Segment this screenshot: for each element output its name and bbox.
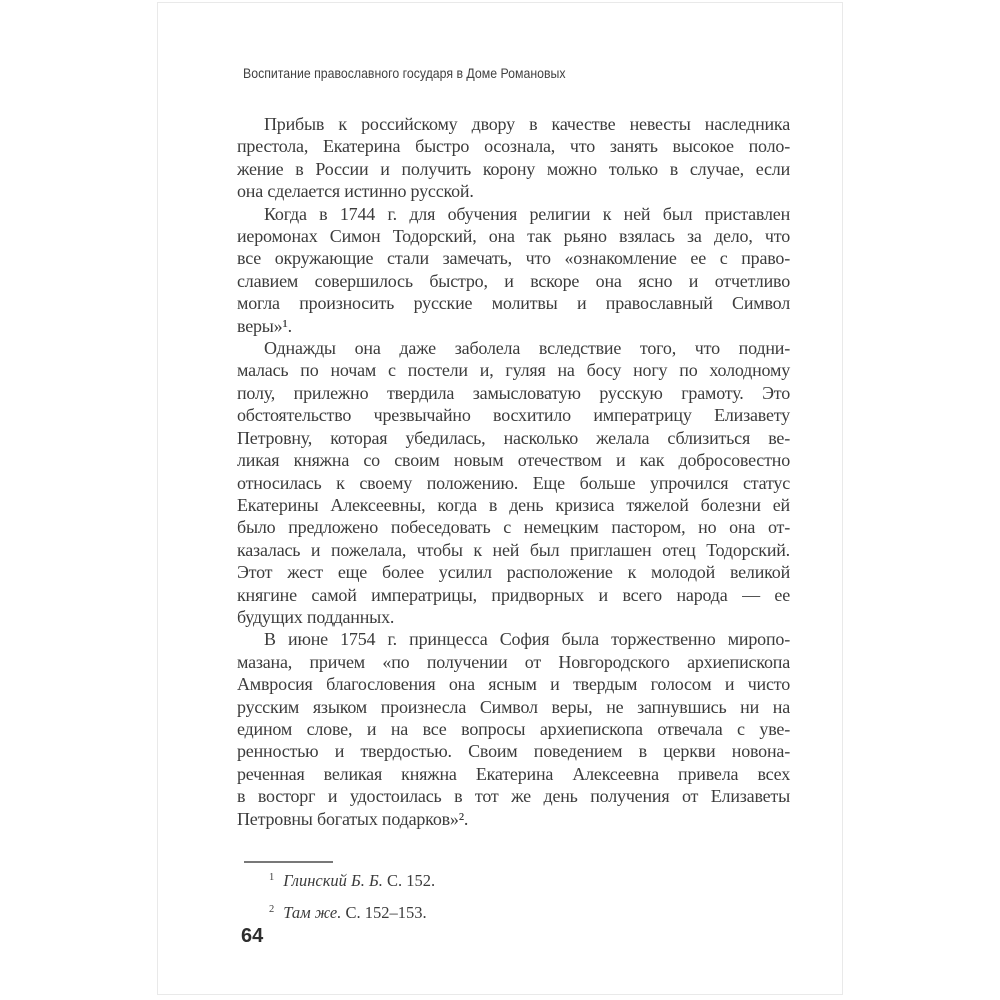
body-line: иеромонах Симон Тодорский, она так рьяно взялась за дело, что (237, 226, 790, 247)
footnote-ref: С. 152. (387, 871, 436, 890)
footnote-source: Там же. (283, 903, 342, 922)
body-line: мазана, причем «по получении от Новгородского архиепископа (237, 651, 790, 672)
body-line: могла произносить русские молитвы и православный Символ (237, 293, 790, 314)
footnote-marker: 1 (269, 872, 275, 883)
body-line: все окружающие стали замечать, что «ознакомление ее с право- (237, 248, 790, 269)
body-line: реченная великая княжна Екатерина Алексеевна привела всех (237, 763, 790, 784)
body-line: будущих подданных. (237, 606, 395, 627)
body-line: В июне 1754 г. принцесса София была торжественно миропо- (264, 629, 790, 650)
body-line: ликая княжна со своим новым отечеством и как добросовестно (237, 450, 790, 471)
body-line: малась по ночам с постели и, гуляя на босу ногу по холодному (237, 360, 790, 381)
body-line: Екатерины Алексеевны, когда в день кризиса тяжелой болезни ей (237, 494, 790, 515)
body-line: она сделается истинно русской. (237, 181, 474, 202)
body-line: в восторг и удостоилась в тот же день получения от Елизаветы (237, 786, 790, 807)
body-line: славием совершилось быстро, и вскоре она ясно и отчетливо (237, 270, 790, 291)
footnote-item (237, 863, 790, 895)
body-text (237, 113, 790, 830)
body-line: Петровну, которая убедилась, насколько желала сблизиться ве- (237, 427, 790, 448)
body-line: относилась к своему положению. Еще больше упрочился статус (237, 472, 790, 493)
body-line: едином слове, и на все вопросы архиепископа отвечала с уве- (237, 718, 790, 739)
body-line: Петровны богатых подарков»². (237, 808, 469, 829)
page-number: 64 (241, 925, 264, 947)
body-line: Амвросия благословения она ясным и твердым голосом и чисто (237, 674, 790, 695)
footnote-source: Глинский Б. Б. (283, 871, 383, 890)
body-line: Однажды она даже заболела вследствие того, что подни- (264, 338, 790, 359)
footnote-item (237, 895, 790, 927)
body-line: ренностью и твердостью. Своим поведением в церкви новона- (237, 741, 790, 762)
body-line: обстоятельство чрезвычайно восхитило императрицу Елизавету (237, 405, 790, 426)
page (157, 2, 843, 995)
body-line: казалась и пожелала, чтобы к ней был приглашен отец Тодорский. (237, 539, 790, 560)
body-line: полу, прилежно твердила замысловатую русскую грамоту. Это (237, 382, 790, 403)
body-line: Этот жест еще более усилил расположение к молодой великой (237, 562, 790, 583)
body-line: русским языком произнесла Символ веры, не запнувшись ни на (237, 696, 790, 717)
body-line: было предложено побеседовать с немецким пастором, но она от- (237, 517, 790, 538)
body-line: престола, Екатерина быстро осознала, что занять высокое поло- (237, 136, 790, 157)
body-line: Прибыв к российскому двору в качестве невесты наследника (264, 114, 790, 134)
body-line: жение в России и получить корону можно только в случае, если (237, 158, 790, 179)
body-line: Когда в 1744 г. для обучения религии к ней был приставлен (264, 203, 790, 224)
body-line: княгине самой императрицы, придворных и всего народа — ее (237, 584, 790, 605)
footnote-marker: 2 (269, 904, 275, 915)
footnote-ref: С. 152–153. (345, 903, 427, 922)
running-head: Воспитание православного государя в Доме Романовых (243, 65, 566, 81)
footnotes (237, 863, 790, 927)
body-line: веры»¹. (237, 315, 292, 336)
